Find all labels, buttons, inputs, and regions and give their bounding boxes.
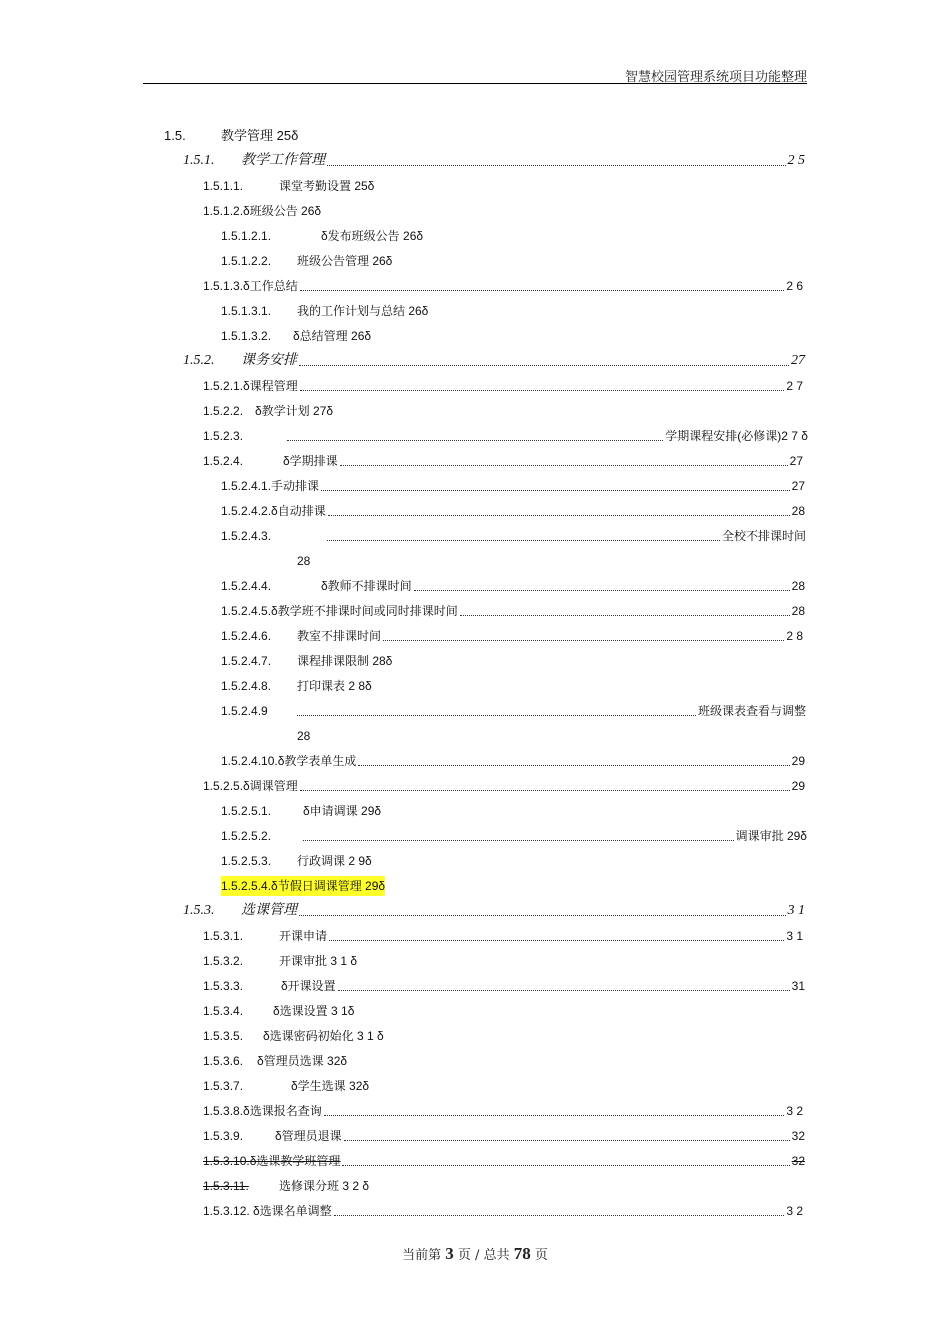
toc-page-wrap	[297, 726, 310, 746]
toc-page: 32	[791, 1154, 805, 1168]
toc-entry[interactable]	[221, 601, 805, 621]
toc-text: δ选课密码初始化 3 1 δ	[263, 1029, 384, 1043]
toc-text: 选修课分班 3 2 δ	[279, 1179, 370, 1193]
toc-text: δ学期排课	[283, 454, 338, 468]
current-page-number: 3	[445, 1244, 454, 1263]
toc-page: 28	[297, 729, 311, 743]
toc-leader	[300, 790, 790, 791]
toc-entry[interactable]	[203, 1001, 354, 1021]
toc-leader	[328, 515, 790, 516]
toc-leader	[340, 465, 788, 466]
toc-text: δ选课报名查询	[243, 1104, 322, 1118]
toc-number: 1.5.	[164, 128, 186, 143]
toc-text: δ管理员选课 32δ	[257, 1054, 348, 1068]
toc-number: 1.5.1.	[183, 153, 215, 168]
footer-suffix: 页	[534, 1248, 548, 1263]
toc-number: 1.5.2.4.	[203, 454, 244, 468]
toc-entry-highlighted[interactable]	[221, 876, 385, 896]
toc-text: 全校不排课时间	[721, 529, 806, 543]
toc-text: δ教学计划 27δ	[255, 404, 334, 418]
toc-page: 29	[791, 779, 805, 793]
toc-number: 1.5.2.3.	[203, 429, 244, 443]
toc-entry[interactable]	[221, 801, 381, 821]
toc-page: 27	[791, 479, 805, 493]
toc-number: 1.5.2.2.	[203, 404, 244, 418]
toc-entry[interactable]	[164, 126, 298, 146]
toc-leader	[300, 390, 785, 391]
toc-entry[interactable]	[203, 276, 803, 296]
toc-leader	[342, 1165, 789, 1166]
toc-page: 2 6	[786, 279, 803, 293]
toc-text: δ工作总结	[243, 279, 298, 293]
toc-page: 31	[791, 979, 805, 993]
toc-text: δ总结管理 26δ	[293, 329, 372, 343]
toc-text: 课堂考勤设置 25δ	[279, 179, 375, 193]
toc-leader	[300, 290, 785, 291]
toc-leader	[324, 1115, 785, 1116]
toc-text: 行政调课 2 9δ	[297, 854, 372, 868]
toc-page-wrap	[297, 551, 310, 571]
toc-number: 1.5.1.2.2.	[221, 254, 272, 268]
toc-entry[interactable]	[221, 501, 805, 521]
toc-number: 1.5.2.4.9	[221, 704, 268, 718]
toc-entry[interactable]	[221, 326, 371, 346]
toc-number: 1.5.2.	[183, 353, 215, 368]
toc-leader	[334, 1215, 785, 1216]
toc-number: 1.5.2.1.	[203, 379, 244, 393]
toc-leader	[303, 840, 734, 841]
toc-entry[interactable]	[203, 201, 321, 221]
toc-number: 1.5.2.4.3.	[221, 529, 272, 543]
toc-entry[interactable]	[183, 901, 805, 921]
toc-text: δ学生选课 32δ	[291, 1079, 370, 1093]
toc-number: 1.5.1.3.	[203, 279, 244, 293]
toc-text: δ选课名单调整	[253, 1204, 332, 1218]
toc-entry[interactable]	[203, 1051, 347, 1071]
toc-entry[interactable]	[221, 251, 392, 271]
toc-number: 1.5.1.2.	[203, 204, 244, 218]
toc-number: 1.5.1.1.	[203, 179, 244, 193]
toc-entry[interactable]	[221, 526, 806, 546]
toc-number: 1.5.2.4.8.	[221, 679, 272, 693]
footer-prefix: 当前第	[402, 1248, 442, 1263]
toc-text: 调课审批 29δ	[735, 829, 807, 843]
toc-number: 1.5.3.9.	[203, 1129, 244, 1143]
toc-number: 1.5.1.3.1.	[221, 304, 272, 318]
toc-page: 3 1	[787, 903, 805, 918]
toc-entry[interactable]	[183, 151, 805, 171]
toc-page: 32	[791, 1129, 805, 1143]
toc-page: 28	[791, 504, 805, 518]
toc-entry[interactable]	[221, 301, 428, 321]
toc-text: 班级公告管理 26δ	[297, 254, 393, 268]
toc-entry[interactable]	[221, 476, 805, 496]
toc-text: δ调课管理	[243, 779, 298, 793]
document-header-title: 智慧校园管理系统项目功能整理	[624, 70, 807, 85]
toc-page: 3 2	[786, 1104, 803, 1118]
toc-entry[interactable]	[203, 1201, 803, 1221]
toc-entry[interactable]	[203, 1126, 805, 1146]
toc-entry[interactable]	[203, 1076, 369, 1096]
toc-number: 1.5.2.5.3.	[221, 854, 272, 868]
toc-text: δ发布班级公告 26δ	[321, 229, 424, 243]
total-page-count: 78	[513, 1244, 531, 1263]
footer-mid: 页 / 总共	[457, 1248, 510, 1263]
toc-page: 28	[297, 554, 311, 568]
toc-text: 选课管理	[241, 903, 297, 918]
toc-number: 1.5.3.4.	[203, 1004, 244, 1018]
toc-leader	[299, 365, 789, 366]
toc-text: 教学管理 25δ	[221, 128, 299, 143]
toc-leader	[344, 1140, 790, 1141]
toc-leader	[287, 440, 663, 441]
toc-text: δ自动排课	[271, 504, 326, 518]
toc-entry[interactable]	[221, 701, 806, 721]
toc-entry[interactable]	[221, 826, 807, 846]
toc-text: 课务安排	[241, 353, 297, 368]
toc-number: 1.5.3.6.	[203, 1054, 244, 1068]
toc-number: 1.5.3.3.	[203, 979, 244, 993]
toc-number: 1.5.2.5.2.	[221, 829, 272, 843]
toc-text: 我的工作计划与总结 26δ	[297, 304, 429, 318]
toc-page: 28	[791, 579, 805, 593]
toc-number: 1.5.3.11.	[203, 1179, 249, 1193]
page-footer	[0, 1244, 950, 1264]
toc-text: δ教学班不排课时间或同时排课时间	[271, 604, 458, 618]
header-rule	[143, 83, 807, 84]
toc-number: 1.5.2.5.	[203, 779, 244, 793]
toc-number: 1.5.3.1.	[203, 929, 244, 943]
toc-text: 开课申请	[279, 929, 328, 943]
toc-number: 1.5.2.4.5.	[221, 604, 272, 618]
toc-text: δ教师不排课时间	[321, 579, 412, 593]
toc-page: 2 5	[787, 153, 805, 168]
toc-number: 1.5.1.2.1.	[221, 229, 272, 243]
toc-text: 教室不排课时间	[297, 629, 382, 643]
toc-leader	[321, 490, 790, 491]
toc-text: 学期课程安排(必修课)2 7 δ	[665, 429, 808, 443]
toc-entry[interactable]	[221, 851, 372, 871]
toc-page: 29	[791, 754, 805, 768]
toc-entry[interactable]	[221, 226, 423, 246]
toc-entry[interactable]	[221, 626, 803, 646]
toc-number: 1.5.3.	[183, 903, 215, 918]
toc-text: δ申请调课 29δ	[303, 804, 382, 818]
toc-entry[interactable]	[203, 1101, 803, 1121]
toc-entry[interactable]	[203, 176, 374, 196]
toc-entry[interactable]	[203, 451, 803, 471]
toc-page: 27	[791, 353, 805, 368]
toc-text: δ管理员退课	[275, 1129, 342, 1143]
toc-entry[interactable]	[221, 676, 372, 696]
toc-page: 3 1	[786, 929, 803, 943]
toc-text: 手动排课	[271, 479, 320, 493]
toc-text: δ开课设置	[281, 979, 336, 993]
toc-number: 1.5.3.7.	[203, 1079, 244, 1093]
toc-page: 2 7	[786, 379, 803, 393]
toc-entry[interactable]	[203, 776, 805, 796]
toc-number: 1.5.2.5.1.	[221, 804, 272, 818]
toc-text: δ班级公告 26δ	[243, 204, 322, 218]
toc-entry-struck[interactable]	[203, 1151, 805, 1171]
toc-text: δ课程管理	[243, 379, 298, 393]
toc-entry[interactable]	[221, 651, 392, 671]
toc-number: 1.5.2.4.2.	[221, 504, 272, 518]
toc-leader	[329, 940, 784, 941]
toc-text: δ选课教学班管理	[249, 1154, 341, 1168]
toc-entry[interactable]	[221, 751, 805, 771]
toc-number: 1.5.2.4.1.	[221, 479, 272, 493]
toc-entry[interactable]	[203, 376, 803, 396]
toc-text: 开课审批 3 1 δ	[279, 954, 358, 968]
toc-leader	[297, 715, 696, 716]
toc-leader	[327, 540, 720, 541]
toc-entry[interactable]	[203, 401, 333, 421]
toc-leader	[383, 640, 784, 641]
toc-entry[interactable]	[203, 951, 357, 971]
toc-number: 1.5.1.3.2.	[221, 329, 272, 343]
toc-page: 27	[789, 454, 803, 468]
toc-text: 班级课表查看与调整	[697, 704, 806, 718]
toc-entry[interactable]	[203, 1026, 384, 1046]
toc-entry[interactable]	[203, 926, 803, 946]
toc-leader	[460, 615, 790, 616]
toc-number: 1.5.3.10.	[203, 1154, 250, 1168]
toc-page: 28	[791, 604, 805, 618]
toc-number: 1.5.3.5.	[203, 1029, 244, 1043]
toc-leader	[327, 165, 786, 166]
toc-entry[interactable]	[203, 976, 805, 996]
toc-entry[interactable]	[221, 576, 805, 596]
toc-number: 1.5.2.5.4.	[221, 876, 271, 896]
toc-number: 1.5.2.4.4.	[221, 579, 272, 593]
toc-text: δ教学表单生成	[277, 754, 357, 768]
toc-leader	[358, 765, 789, 766]
toc-page: 2 8	[786, 629, 803, 643]
toc-text: δ选课设置 3 1δ	[273, 1004, 355, 1018]
toc-leader	[338, 990, 790, 991]
toc-entry[interactable]	[203, 426, 808, 446]
toc-page: 3 2	[786, 1204, 803, 1218]
toc-text: 课程排课限制 28δ	[297, 654, 393, 668]
toc-leader	[414, 590, 790, 591]
toc-entry-struck[interactable]	[203, 1176, 369, 1196]
toc-number: 1.5.2.4.10.	[221, 754, 278, 768]
toc-number: 1.5.2.4.7.	[221, 654, 272, 668]
toc-number: 1.5.3.2.	[203, 954, 244, 968]
toc-text: 教学工作管理	[241, 153, 325, 168]
toc-number: 1.5.3.8.	[203, 1104, 244, 1118]
toc-text: δ节假日调课管理 29δ	[271, 876, 385, 896]
toc-text: 打印课表 2 8δ	[297, 679, 372, 693]
toc-entry[interactable]	[183, 351, 805, 371]
toc-number: 1.5.3.12.	[203, 1204, 250, 1218]
toc-number: 1.5.2.4.6.	[221, 629, 272, 643]
toc-leader	[299, 915, 786, 916]
